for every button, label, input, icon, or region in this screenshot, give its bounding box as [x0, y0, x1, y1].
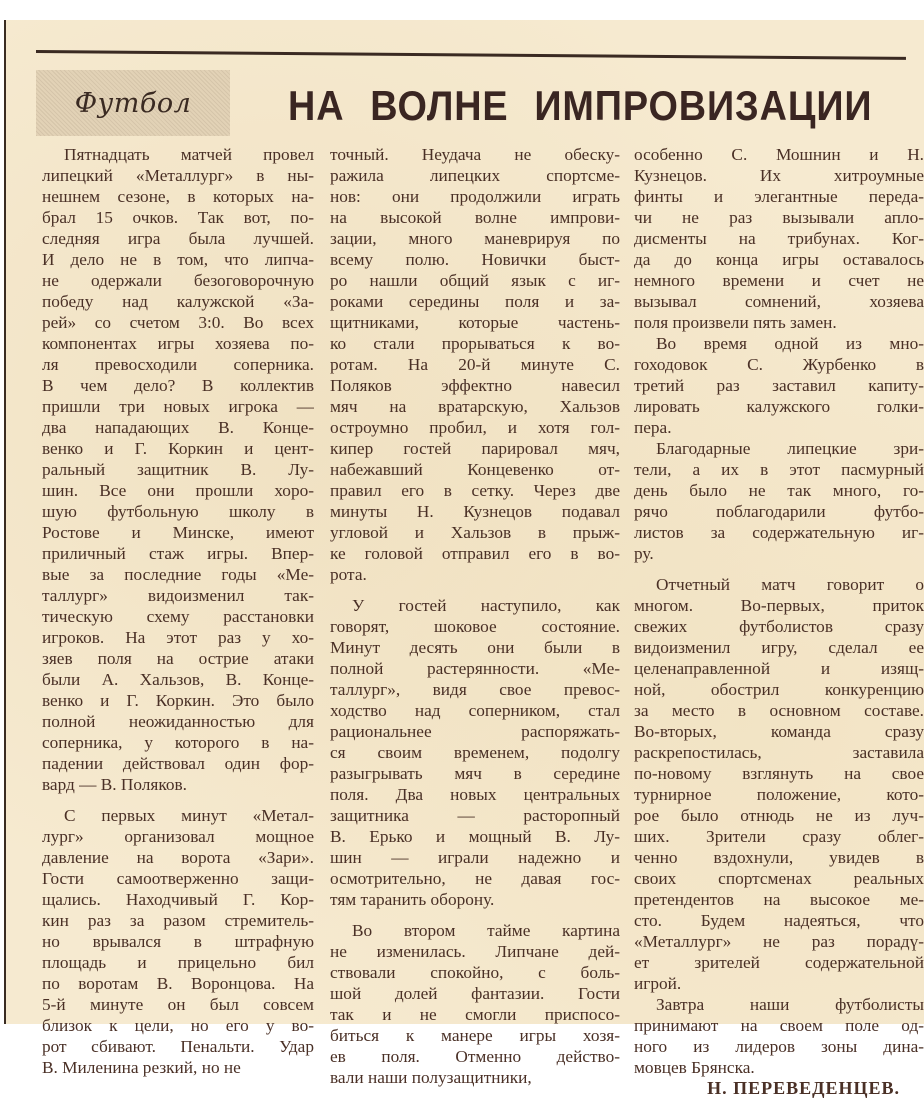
text-line: набежавший Концевенко от- — [330, 460, 620, 479]
text-line: гоходовок С. Журбенко в — [634, 355, 924, 374]
text-line: тели, а их в этот пасмурный — [634, 460, 924, 479]
text-line: дисменты на трибунах. Ког- — [634, 229, 924, 248]
text-line: мовцев Брянска. — [634, 1058, 755, 1077]
article-paragraph — [330, 595, 620, 910]
article-column-3 — [634, 144, 924, 1102]
text-line: В чем дело? В коллектив — [42, 376, 314, 395]
text-line: Во втором тайме картина — [352, 921, 620, 940]
text-line: вызывал сомнений, хозяева — [634, 292, 924, 311]
text-line: Ростове и Минске, имеют — [42, 523, 314, 542]
text-line: компонентах игры хозяева по- — [42, 334, 314, 353]
text-line: разыгрывать мяч в середине — [330, 764, 620, 783]
text-line: правил его в сетку. Через две — [330, 481, 620, 500]
text-line: шой долей фантазии. Гости — [330, 984, 620, 1003]
article-paragraph — [634, 438, 924, 564]
text-line: пера. — [634, 418, 672, 437]
paragraph-gap — [330, 585, 620, 595]
text-line: пришли три новых игрока — — [42, 397, 314, 416]
text-line: видоизменил игру, сделал ее — [634, 638, 924, 657]
text-line: немного времени и счет не — [634, 271, 924, 290]
text-line: У гостей наступило, как — [352, 596, 620, 615]
text-line: следняя игра была лучшей. — [42, 229, 314, 248]
text-line: ет зрителей содержательной — [634, 953, 924, 972]
text-line: рей» со счетом 3:0. Во всех — [42, 313, 314, 332]
text-line: листов за содержательную иг- — [634, 523, 924, 542]
text-line: поля произвели пять замен. — [634, 313, 837, 332]
text-line: рота. — [330, 565, 367, 584]
text-line: раскрепостилась, заставила — [634, 743, 924, 762]
text-line: ного из лидеров зоны дина- — [634, 1037, 924, 1056]
text-line: на высокой волне импрови- — [330, 208, 620, 227]
text-line: по-новому взглянуть на свое — [634, 764, 924, 783]
author-signature: Н. ПЕРЕВЕДЕНЦЕВ. — [707, 1078, 900, 1098]
paragraph-gap — [634, 564, 924, 574]
top-rule-divider — [36, 50, 906, 60]
text-line: тическую схему расстановки — [42, 607, 314, 626]
text-line: целенаправленной и изящ- — [634, 659, 924, 678]
text-line: своих спортсменах реальных — [634, 869, 924, 888]
article-column-2 — [330, 144, 620, 1088]
text-line: поля. Два новых центральных — [330, 785, 620, 804]
text-line: были А. Хальзов, В. Конце- — [42, 670, 314, 689]
text-line: говорят, шоковое состояние. — [330, 617, 620, 636]
text-line: липецкий «Металлург» в ны- — [42, 166, 314, 185]
article-paragraph — [42, 805, 314, 1078]
text-line: Во время одной из мно- — [656, 334, 924, 353]
text-line: ру. — [634, 544, 654, 563]
text-line: ральный защитник В. Лу- — [42, 460, 314, 479]
text-line: тям таранить оборону. — [330, 890, 495, 909]
text-line: 5-й минуте он был совсем — [42, 995, 314, 1014]
paragraph-gap — [330, 910, 620, 920]
text-line: игроков. На этот раз у хо- — [42, 628, 314, 647]
text-line: Минут десять они были в — [330, 638, 620, 657]
text-line: Поляков эффектно навесил — [330, 376, 620, 395]
text-line: принимают на своем поле од- — [634, 1016, 924, 1035]
section-rubric-label: Футбол — [74, 87, 192, 119]
text-line: рациональнее распоряжать- — [330, 722, 620, 741]
text-line: так и не смогли приспосо- — [330, 1005, 620, 1024]
text-line: Кузнецов. Их хитроумные — [634, 166, 924, 185]
text-line: щитниками, которые частень- — [330, 313, 620, 332]
text-line: мяч на вратарскую, Хальзов — [330, 397, 620, 416]
text-line: два нападающих В. Конце- — [42, 418, 314, 437]
text-line: рот сбивают. Пенальти. Удар — [42, 1037, 314, 1056]
article-column-1 — [42, 144, 314, 1078]
text-line: кин раз за разом стремитель- — [42, 911, 314, 930]
text-line: приличный стаж игры. Впер- — [42, 544, 314, 563]
text-line: зации, много маневрируя по — [330, 229, 620, 248]
text-line: биться к манере игры хозя- — [330, 1026, 620, 1045]
text-line: ко стали прорываться к во- — [330, 334, 620, 353]
text-line: да до конца игры оставалось — [634, 250, 924, 269]
text-line: зяев поля на острие атаки — [42, 649, 314, 668]
text-line: таллург», видя свое превос- — [330, 680, 620, 699]
article-paragraph — [634, 994, 924, 1078]
text-line: ражила липецких спортсме- — [330, 166, 620, 185]
section-rubric-box — [36, 70, 230, 136]
text-line: давление на ворота «Зари». — [42, 848, 314, 867]
text-line: осмотрительно, не давая гос- — [330, 869, 620, 888]
text-line: роками середины поля и за- — [330, 292, 620, 311]
article-paragraph — [634, 574, 924, 994]
text-line: венко и Г. Коркин и цент- — [42, 439, 314, 458]
text-line: ке головой отправил его в во- — [330, 544, 620, 563]
text-line: защитника — расторопный — [330, 806, 620, 825]
text-line: вали наши полузащитники, — [330, 1068, 532, 1087]
article-paragraph — [634, 144, 924, 333]
text-line: ходство над соперником, стал — [330, 701, 620, 720]
text-line: шин. Все они прошли хоро- — [42, 481, 314, 500]
newspaper-clipping — [4, 20, 924, 1098]
text-line: полной растерянности. «Ме- — [330, 659, 620, 678]
text-line: ротам. На 20-й минуте С. — [330, 355, 620, 374]
text-line: турнирное положение, кото- — [634, 785, 924, 804]
text-line: шин — играли надежно и — [330, 848, 620, 867]
text-line: вард — В. Поляков. — [42, 775, 187, 794]
text-line: точный. Неудача не обеску- — [330, 145, 620, 164]
text-line: по воротам В. Воронцова. На — [42, 974, 314, 993]
text-line: Благодарные липецкие зри- — [656, 439, 924, 458]
text-line: особенно С. Мошнин и Н. — [634, 145, 924, 164]
text-line: таллург» видоизменил так- — [42, 586, 314, 605]
text-line: С первых минут «Метал- — [64, 806, 314, 825]
article-headline: НА ВОЛНЕ ИМПРОВИЗАЦИИ — [288, 82, 873, 129]
text-line: многом. Во-первых, приток — [634, 596, 924, 615]
text-line: лировать калужского голки- — [634, 397, 924, 416]
text-line: площадь и прицельно бил — [42, 953, 314, 972]
text-line: лург» организовал мощное — [42, 827, 314, 846]
text-line: шую футбольную школу в — [42, 502, 314, 521]
text-line: Во-вторых, команда сразу — [634, 722, 924, 741]
text-line: но врывался в штрафную — [42, 932, 314, 951]
text-line: победу над калужской «За- — [42, 292, 314, 311]
text-line: Пятнадцать матчей провел — [64, 145, 314, 164]
paragraph-gap — [42, 795, 314, 805]
text-line: минуты Н. Кузнецов подавал — [330, 502, 620, 521]
text-line: ся своим временем, подолгу — [330, 743, 620, 762]
text-line: Отчетный матч говорит о — [656, 575, 924, 594]
text-line: свежих футболистов сразу — [634, 617, 924, 636]
text-line: рое было отнюдь не из луч- — [634, 806, 924, 825]
text-line: полной неожиданностью для — [42, 712, 314, 731]
text-line: финты и элегантные переда- — [634, 187, 924, 206]
text-line: Завтра наши футболисты — [656, 995, 924, 1014]
text-line: венко и Г. Коркин. Это было — [42, 691, 314, 710]
text-line: за место в основном составе. — [634, 701, 924, 720]
text-line: кипер гостей парировал мяч, — [330, 439, 620, 458]
text-line: угловой и Хальзов в прыж- — [330, 523, 620, 542]
text-line: близок к цели, но его у во- — [42, 1016, 314, 1035]
text-line: третий раз заставил капиту- — [634, 376, 924, 395]
text-line: щались. Находчивый Г. Кор- — [42, 890, 314, 909]
text-line: рячо поблагодарили футбо- — [634, 502, 924, 521]
text-line: не одержали безоговорочную — [42, 271, 314, 290]
text-line: «Металлург» не раз порадү- — [634, 932, 924, 951]
text-line: сто. Будем надеяться, что — [634, 911, 924, 930]
text-line: ев поля. Отменно действо- — [330, 1047, 620, 1066]
text-line: остроумно пробил, и хотя гол- — [330, 418, 620, 437]
text-line: ченно вздохнули, увидев в — [634, 848, 924, 867]
text-line: соперника, у которого в на- — [42, 733, 314, 752]
article-paragraph — [330, 920, 620, 1088]
text-line: И дело не в том, что липча- — [42, 250, 314, 269]
text-line: брал 15 очков. Так вот, по- — [42, 208, 314, 227]
article-paragraph — [634, 333, 924, 438]
text-line: падении действовал один фор- — [42, 754, 314, 773]
text-line: Гости самоотверженно защи- — [42, 869, 314, 888]
text-line: ствовали спокойно, с боль- — [330, 963, 620, 982]
text-line: ро нашли общий язык с иг- — [330, 271, 620, 290]
text-line: претендентов на высокое ме- — [634, 890, 924, 909]
article-paragraph — [42, 144, 314, 795]
text-line: ной, обострил конкуренцию — [634, 680, 924, 699]
text-line: всему полю. Новички быст- — [330, 250, 620, 269]
text-line: нешнем сезоне, в которых на- — [42, 187, 314, 206]
text-line: не изменилась. Липчане дей- — [330, 942, 620, 961]
text-line: игрой. — [634, 974, 682, 993]
text-line: день было не так много, го- — [634, 481, 924, 500]
text-line: чи не раз вызывали апло- — [634, 208, 924, 227]
text-line: вые за последние годы «Ме- — [42, 565, 314, 584]
text-line: В. Миленина резкий, но не — [42, 1058, 241, 1077]
text-line: ля превосходили соперника. — [42, 355, 314, 374]
text-line: нов: они продолжили играть — [330, 187, 620, 206]
text-line: ших. Зрители сразу облег- — [634, 827, 924, 846]
article-paragraph — [330, 144, 620, 585]
text-line: В. Ерько и мощный В. Лу- — [330, 827, 620, 846]
